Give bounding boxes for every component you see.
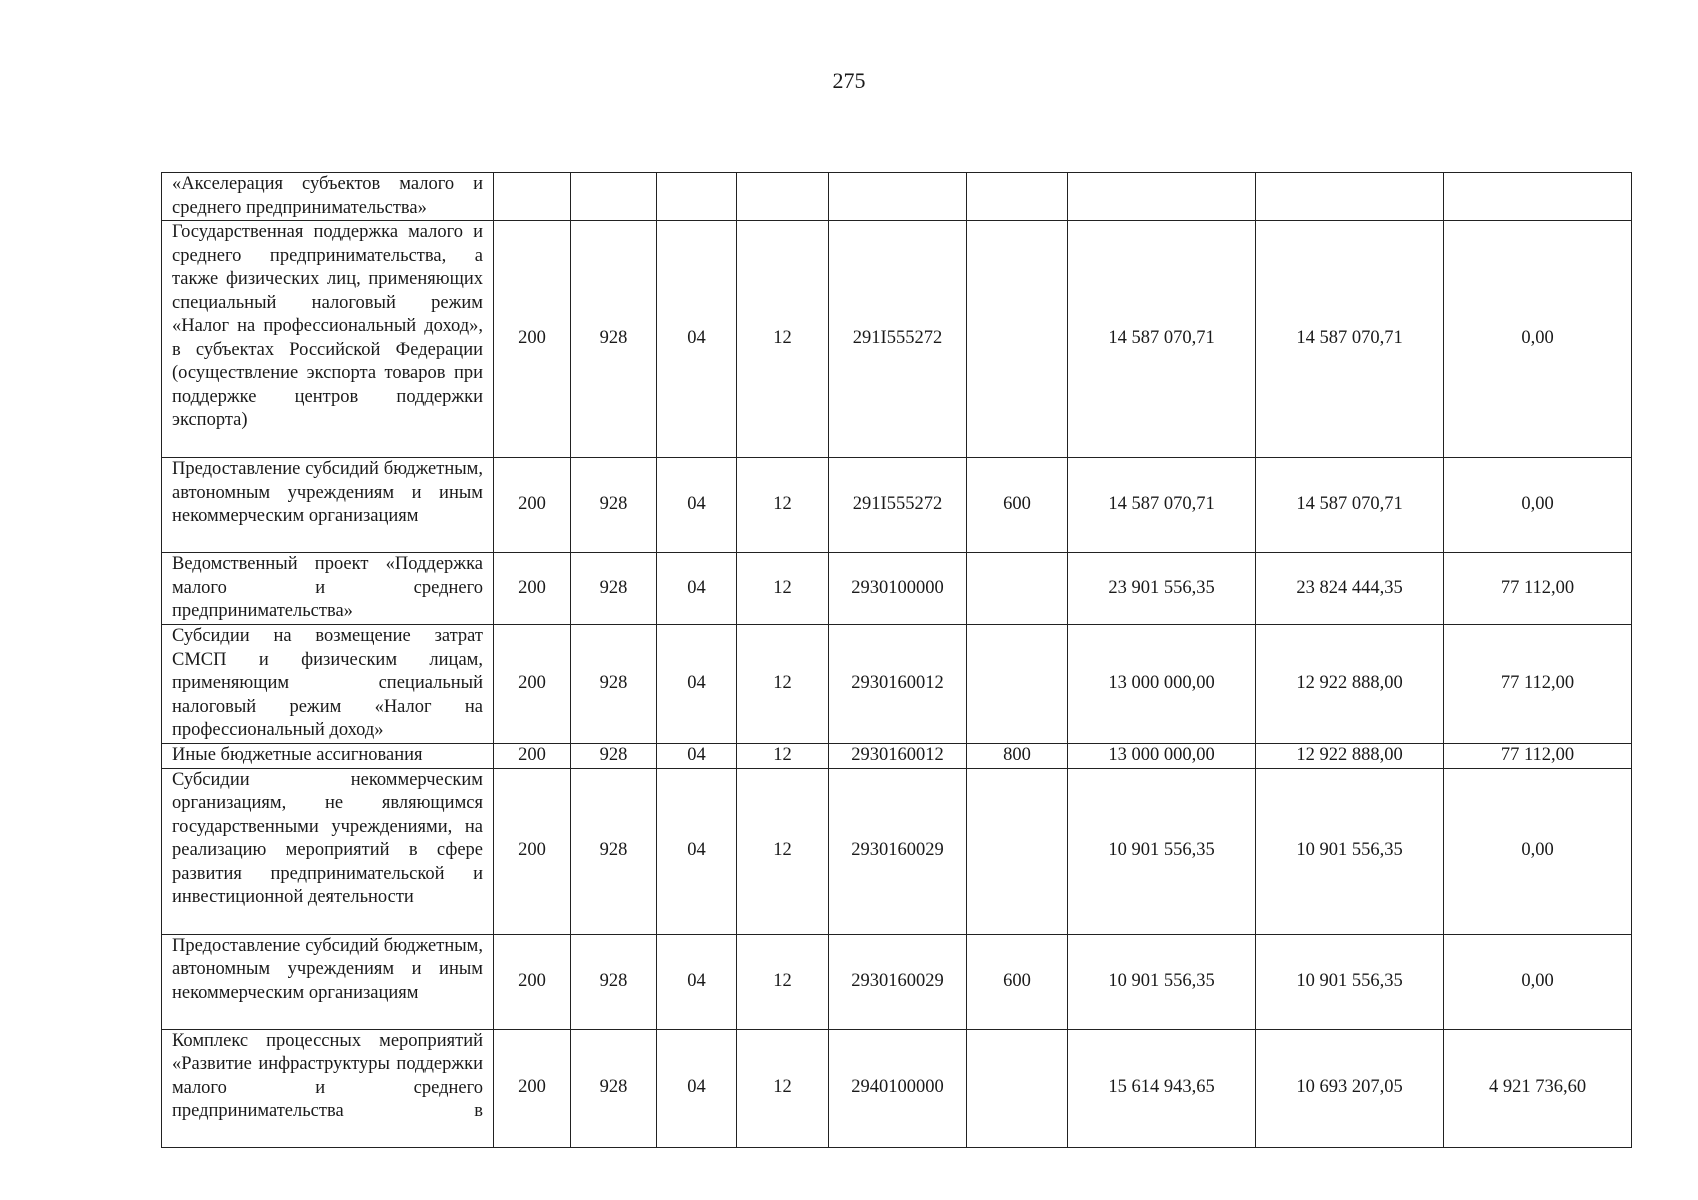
cell-rest: 4 921 736,60 bbox=[1444, 1029, 1632, 1147]
cell-ministry bbox=[571, 173, 657, 221]
table-row bbox=[162, 625, 1632, 744]
table-row bbox=[162, 221, 1632, 458]
row-name: Государственная поддержка малого и среднего предпринимательства, а также физических лиц, применяющих специальный налоговый режим «Налог на профессиональный доход», в субъектах Российской Федерации (осуществление экспорта товаров при поддержке центров поддержки экспорта) bbox=[162, 221, 494, 458]
cell-plan: 10 901 556,35 bbox=[1068, 934, 1256, 1029]
cell-section: 200 bbox=[494, 221, 571, 458]
row-name: Предоставление субсидий бюджетным, автономным учреждениям и иным некоммерческим организациям bbox=[162, 458, 494, 553]
cell-csr: 2930160029 bbox=[829, 934, 967, 1029]
cell-podrazdel: 12 bbox=[737, 768, 829, 934]
cell-rest: 0,00 bbox=[1444, 458, 1632, 553]
cell-fact: 10 693 207,05 bbox=[1256, 1029, 1444, 1147]
cell-rest: 77 112,00 bbox=[1444, 743, 1632, 768]
cell-ministry: 928 bbox=[571, 625, 657, 744]
cell-csr bbox=[829, 173, 967, 221]
cell-rest bbox=[1444, 173, 1632, 221]
cell-fact: 12 922 888,00 bbox=[1256, 625, 1444, 744]
cell-csr: 2940100000 bbox=[829, 1029, 967, 1147]
table-row bbox=[162, 934, 1632, 1029]
cell-plan bbox=[1068, 173, 1256, 221]
row-name: Субсидии некоммерческим организациям, не являющимся государственными учреждениями, на реализацию мероприятий в сфере развития предпринимательской и инвестиционной деятельности bbox=[162, 768, 494, 934]
cell-vr bbox=[967, 768, 1068, 934]
cell-fact bbox=[1256, 173, 1444, 221]
cell-ministry: 928 bbox=[571, 934, 657, 1029]
row-name: Комплекс процессных мероприятий «Развитие инфраструктуры поддержки малого и среднего предпринимательства в bbox=[162, 1029, 494, 1147]
cell-razdel: 04 bbox=[657, 458, 737, 553]
cell-section: 200 bbox=[494, 1029, 571, 1147]
cell-ministry: 928 bbox=[571, 221, 657, 458]
cell-vr: 600 bbox=[967, 458, 1068, 553]
cell-podrazdel: 12 bbox=[737, 458, 829, 553]
cell-csr: 2930160012 bbox=[829, 625, 967, 744]
cell-plan: 15 614 943,65 bbox=[1068, 1029, 1256, 1147]
cell-podrazdel: 12 bbox=[737, 625, 829, 744]
cell-fact: 14 587 070,71 bbox=[1256, 458, 1444, 553]
cell-razdel: 04 bbox=[657, 625, 737, 744]
row-name: Предоставление субсидий бюджетным, автономным учреждениям и иным некоммерческим организациям bbox=[162, 934, 494, 1029]
cell-ministry: 928 bbox=[571, 553, 657, 625]
cell-section: 200 bbox=[494, 553, 571, 625]
cell-podrazdel: 12 bbox=[737, 221, 829, 458]
cell-razdel: 04 bbox=[657, 768, 737, 934]
cell-rest: 0,00 bbox=[1444, 934, 1632, 1029]
cell-vr bbox=[967, 221, 1068, 458]
cell-fact: 12 922 888,00 bbox=[1256, 743, 1444, 768]
cell-rest: 77 112,00 bbox=[1444, 625, 1632, 744]
table-row bbox=[162, 553, 1632, 625]
cell-plan: 14 587 070,71 bbox=[1068, 221, 1256, 458]
cell-razdel: 04 bbox=[657, 553, 737, 625]
row-name: Субсидии на возмещение затрат СМСП и физическим лицам, применяющим специальный налоговый режим «Налог на профессиональный доход» bbox=[162, 625, 494, 744]
cell-vr: 800 bbox=[967, 743, 1068, 768]
page-number: 275 bbox=[832, 68, 866, 93]
cell-rest: 77 112,00 bbox=[1444, 553, 1632, 625]
cell-rest: 0,00 bbox=[1444, 221, 1632, 458]
cell-fact: 23 824 444,35 bbox=[1256, 553, 1444, 625]
cell-section: 200 bbox=[494, 625, 571, 744]
row-name: Ведомственный проект «Поддержка малого и среднего предпринимательства» bbox=[162, 553, 494, 625]
cell-razdel bbox=[657, 173, 737, 221]
cell-vr bbox=[967, 173, 1068, 221]
cell-ministry: 928 bbox=[571, 458, 657, 553]
cell-razdel: 04 bbox=[657, 1029, 737, 1147]
cell-section bbox=[494, 173, 571, 221]
cell-section: 200 bbox=[494, 743, 571, 768]
table-row bbox=[162, 768, 1632, 934]
cell-vr bbox=[967, 553, 1068, 625]
cell-rest: 0,00 bbox=[1444, 768, 1632, 934]
cell-ministry: 928 bbox=[571, 743, 657, 768]
cell-razdel: 04 bbox=[657, 221, 737, 458]
cell-ministry: 928 bbox=[571, 768, 657, 934]
cell-fact: 10 901 556,35 bbox=[1256, 768, 1444, 934]
table-row bbox=[162, 458, 1632, 553]
cell-csr: 291I555272 bbox=[829, 458, 967, 553]
table-row bbox=[162, 1029, 1632, 1147]
cell-vr bbox=[967, 1029, 1068, 1147]
budget-table bbox=[161, 172, 1632, 1148]
cell-ministry: 928 bbox=[571, 1029, 657, 1147]
cell-podrazdel: 12 bbox=[737, 934, 829, 1029]
cell-section: 200 bbox=[494, 768, 571, 934]
cell-podrazdel: 12 bbox=[737, 743, 829, 768]
cell-vr: 600 bbox=[967, 934, 1068, 1029]
cell-plan: 13 000 000,00 bbox=[1068, 625, 1256, 744]
cell-podrazdel bbox=[737, 173, 829, 221]
cell-podrazdel: 12 bbox=[737, 1029, 829, 1147]
cell-plan: 10 901 556,35 bbox=[1068, 768, 1256, 934]
cell-fact: 14 587 070,71 bbox=[1256, 221, 1444, 458]
cell-section: 200 bbox=[494, 934, 571, 1029]
row-name: «Акселерация субъектов малого и среднего предпринимательства» bbox=[162, 173, 494, 221]
table-row bbox=[162, 743, 1632, 768]
cell-plan: 13 000 000,00 bbox=[1068, 743, 1256, 768]
cell-csr: 2930160012 bbox=[829, 743, 967, 768]
table-row bbox=[162, 173, 1632, 221]
cell-csr: 2930100000 bbox=[829, 553, 967, 625]
cell-csr: 2930160029 bbox=[829, 768, 967, 934]
cell-plan: 14 587 070,71 bbox=[1068, 458, 1256, 553]
cell-section: 200 bbox=[494, 458, 571, 553]
cell-razdel: 04 bbox=[657, 743, 737, 768]
cell-plan: 23 901 556,35 bbox=[1068, 553, 1256, 625]
cell-razdel: 04 bbox=[657, 934, 737, 1029]
cell-podrazdel: 12 bbox=[737, 553, 829, 625]
cell-fact: 10 901 556,35 bbox=[1256, 934, 1444, 1029]
cell-csr: 291I555272 bbox=[829, 221, 967, 458]
cell-vr bbox=[967, 625, 1068, 744]
row-name: Иные бюджетные ассигнования bbox=[162, 743, 494, 768]
